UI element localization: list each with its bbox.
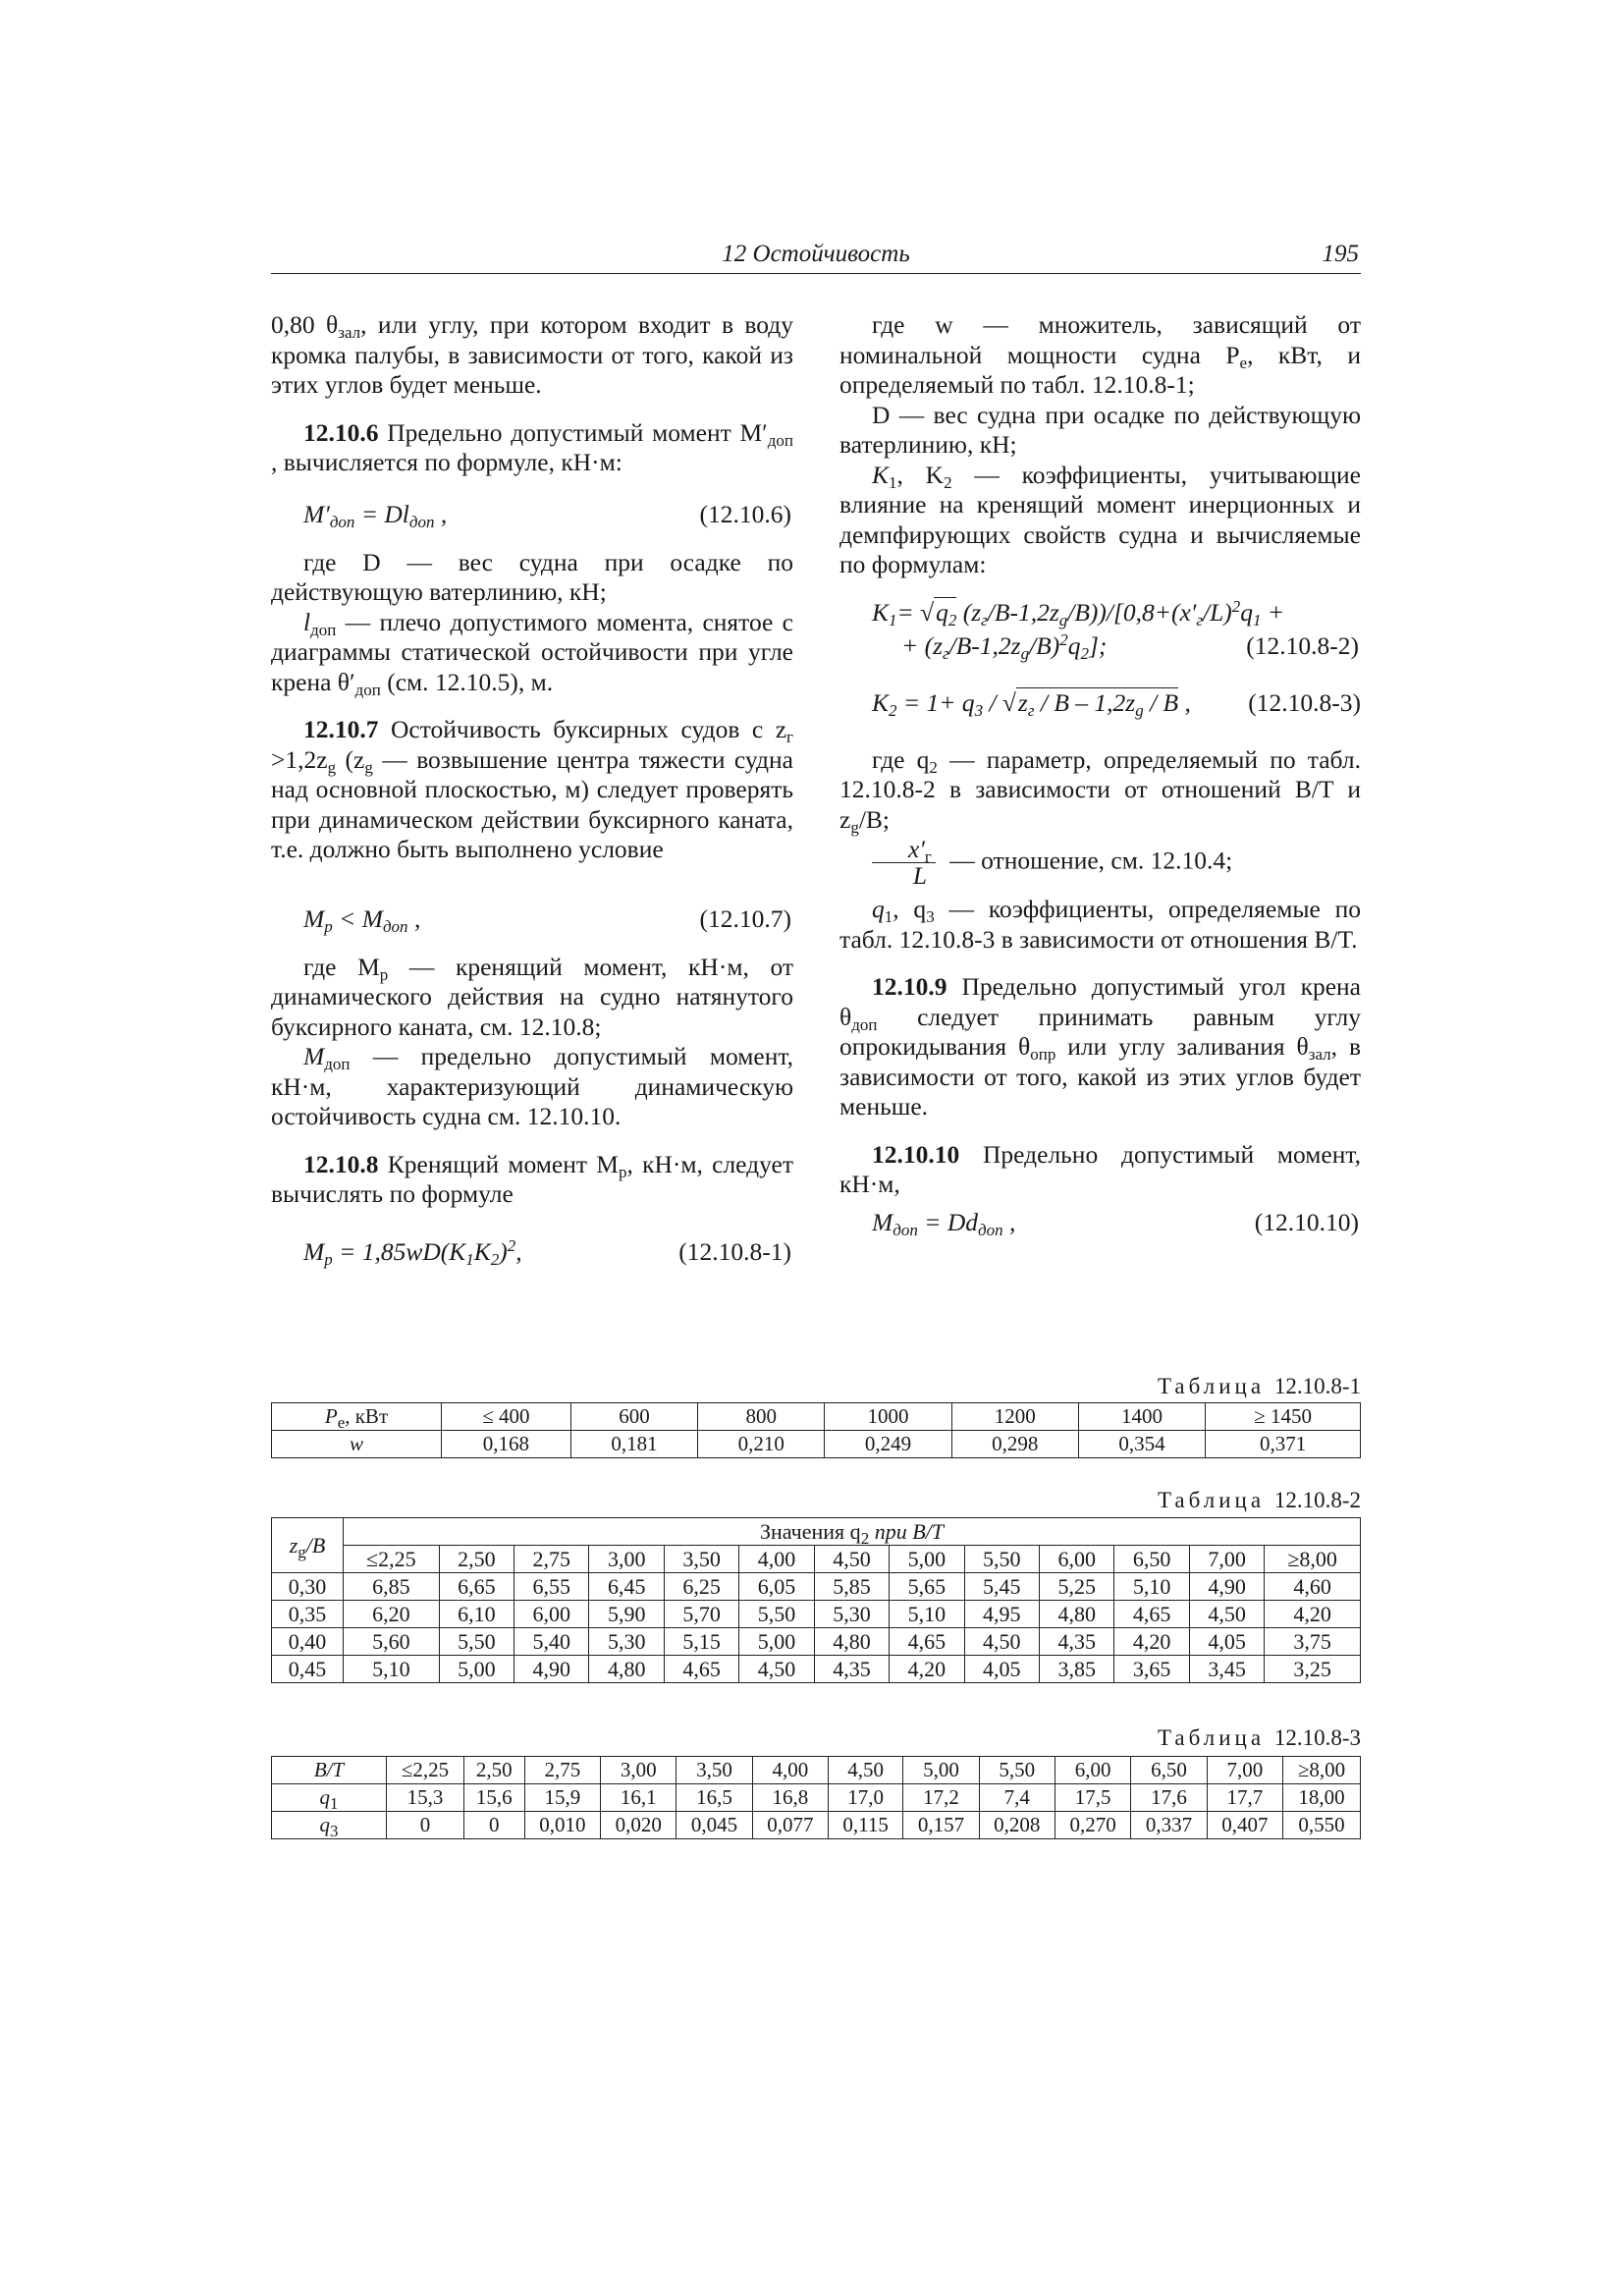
table-cell: 3,45 [1189, 1656, 1264, 1683]
table-header-cell: 7,00 [1207, 1757, 1282, 1784]
page-number: 195 [1322, 241, 1359, 267]
table-cell: 5,40 [514, 1628, 589, 1656]
table-cell: 5,45 [964, 1573, 1039, 1601]
table-cell: 0,298 [951, 1431, 1078, 1458]
table-cell: 0,077 [752, 1812, 828, 1839]
definition-Mp: где $M_р$ — кренящий момент, кН·м, от динамического действия на судно натянутого буксирного каната, см. 12.10.8; [271, 952, 794, 1041]
table-cell: ≥ 1450 [1206, 1403, 1361, 1431]
table-cell: 1400 [1078, 1403, 1205, 1431]
table-cell: 0,337 [1131, 1812, 1207, 1839]
table-header-cell: 5,00 [890, 1546, 964, 1573]
table-header-cell: 4,00 [752, 1757, 828, 1784]
table-cell: 16,1 [601, 1784, 676, 1812]
table-cell: 4,05 [964, 1656, 1039, 1683]
table-cell: 1000 [825, 1403, 951, 1431]
table-header-cell: 6,00 [1040, 1546, 1114, 1573]
table-cell: 16,5 [676, 1784, 752, 1812]
table-cell: 4,35 [814, 1656, 889, 1683]
section-12-10-6: 12.10.6 Предельно допустимый момент $M'_{доп}$ , вычисляется по формуле, кН·м: [271, 417, 793, 476]
table-cell: 17,5 [1055, 1784, 1130, 1812]
table-cell: 17,2 [903, 1784, 979, 1812]
table-cell: 17,7 [1207, 1784, 1282, 1812]
table3-caption: Таблица 12.10.8-3 [1157, 1725, 1361, 1750]
table-header-cell: 6,50 [1131, 1757, 1207, 1784]
table-row [272, 1573, 1361, 1601]
table-12-10-8-1 [271, 1402, 1361, 1458]
table-row [272, 1656, 1361, 1683]
table-header-cell: 3,00 [589, 1546, 664, 1573]
table-cell: 5,25 [1040, 1573, 1114, 1601]
table-cell: 0,249 [825, 1431, 951, 1458]
table-cell: 600 [570, 1403, 697, 1431]
table-cell: 0,40 [272, 1628, 344, 1656]
table-cell: 17,0 [829, 1784, 903, 1812]
table-cell: 4,80 [814, 1628, 889, 1656]
table-header-cell: $z_g/B$ [272, 1518, 344, 1573]
table-cell: 3,85 [1040, 1656, 1114, 1683]
table-cell: 15,6 [463, 1784, 524, 1812]
table-row [272, 1546, 1361, 1573]
table-cell: 5,30 [589, 1628, 664, 1656]
table-cell: 5,90 [589, 1601, 664, 1628]
definition-K1-K2: $K_1$, $K_2$ — коэффициенты, учитывающие влияние на кренящий момент инерционных и демпфирующих свойств судна и вычисляемые по формулам: [839, 460, 1361, 578]
table-cell: ≤ 400 [442, 1403, 571, 1431]
table-row [272, 1601, 1361, 1628]
table-cell: 5,10 [344, 1656, 440, 1683]
table-cell: 4,65 [1114, 1601, 1189, 1628]
table-cell: 0,45 [272, 1656, 344, 1683]
table-header-cell: $P_e$, кВт [272, 1403, 442, 1431]
table-12-10-8-2 [271, 1517, 1361, 1683]
table-cell: 5,60 [344, 1628, 440, 1656]
table-header-cell: 5,50 [979, 1757, 1055, 1784]
table-cell: 0 [463, 1812, 524, 1839]
running-header [271, 240, 1361, 274]
table-cell: 0,208 [979, 1812, 1055, 1839]
table2-caption: Таблица 12.10.8-2 [1157, 1488, 1361, 1512]
table-cell: 0,010 [524, 1812, 600, 1839]
table-header-cell: 2,50 [439, 1546, 514, 1573]
table-cell: 4,20 [1114, 1628, 1189, 1656]
table-header-cell: $q_1$ [272, 1784, 387, 1812]
table-cell: 4,80 [1040, 1601, 1114, 1628]
formula-12-10-10: $M_{доп} = Dd_{доп}$ , (12.10.10) [872, 1207, 1359, 1239]
table-header-cell: ≤2,25 [344, 1546, 440, 1573]
table-cell: 6,85 [344, 1573, 440, 1601]
table-cell: 5,30 [814, 1601, 889, 1628]
table-header-cell: 6,50 [1114, 1546, 1189, 1573]
table-cell: 4,05 [1189, 1628, 1264, 1656]
table-cell: 5,00 [739, 1628, 814, 1656]
table-cell: 16,8 [752, 1784, 828, 1812]
table-cell: 0,181 [570, 1431, 697, 1458]
table-cell: 18,00 [1282, 1784, 1360, 1812]
table-cell: 1200 [951, 1403, 1078, 1431]
table-cell: 4,35 [1040, 1628, 1114, 1656]
left-column [271, 310, 793, 1285]
table-cell: 5,50 [439, 1628, 514, 1656]
table-header-cell: 2,75 [524, 1757, 600, 1784]
table-header-cell: w [272, 1431, 442, 1458]
definition-q1-q3: $q_1$, $q_3$ — коэффициенты, определяемые по табл. 12.10.8-3 в зависимости от отношения B/T. [839, 895, 1361, 954]
chapter-title: 12 Остойчивость [722, 241, 910, 267]
table-cell: 4,50 [739, 1656, 814, 1683]
table-cell: 4,50 [1189, 1601, 1264, 1628]
table-12-10-8-3 [271, 1756, 1361, 1839]
table-cell: 4,50 [964, 1628, 1039, 1656]
fraction-x-over-L: $\frac{x'_г}{L}$ [872, 837, 936, 889]
definition-D-right: D — вес судна при осадке по действующую ватерлинию, кН; [839, 400, 1361, 459]
table-header-cell: 2,75 [514, 1546, 589, 1573]
table-header-cell: ≥8,00 [1265, 1546, 1361, 1573]
table1-caption: Таблица 12.10.8-1 [1157, 1374, 1361, 1398]
table-cell: 6,45 [589, 1573, 664, 1601]
table-cell: 0,270 [1055, 1812, 1130, 1839]
table-header-cell: 2,50 [463, 1757, 524, 1784]
formula-12-10-7: $M_р < M_{доп}$ , (12.10.7) [303, 903, 791, 936]
table-cell: 15,3 [387, 1784, 464, 1812]
table-header-cell: ≤2,25 [387, 1757, 464, 1784]
table-cell: 4,95 [964, 1601, 1039, 1628]
table-cell: 0,157 [903, 1812, 979, 1839]
table-cell: 0,115 [829, 1812, 903, 1839]
table-header-cell: $q_3$ [272, 1812, 387, 1839]
table-cell: 5,85 [814, 1573, 889, 1601]
section-12-10-7: 12.10.7 Остойчивость буксирных судов с $z_г >1,2z_g$ ($z_g$ — возвышение центра тяжести судна над основной плоскостью, м) следует проверять при динамическом действии буксирного каната, т.е. должно быть выполнено условие [271, 715, 793, 863]
table-group-header: Значения $q_2$ при B/T [344, 1518, 1361, 1546]
table-cell: 0,354 [1078, 1431, 1205, 1458]
right-column [839, 310, 1361, 1256]
table-row [272, 1403, 1361, 1431]
table-cell: 4,20 [1265, 1601, 1361, 1628]
table-header-cell: 4,50 [814, 1546, 889, 1573]
definition-ratio: $\frac{x'_г}{L}$ — отношение, см. 12.10.4; [839, 837, 1361, 889]
table-header-cell: 3,50 [676, 1757, 752, 1784]
table-cell: 4,90 [514, 1656, 589, 1683]
definition-q2: где $q_2$ — параметр, определяемый по табл. 12.10.8-2 в зависимости от отношений B/T и $z_g/B$; [839, 744, 1361, 837]
definition-l-dop: $l_{доп}$ — плечо допустимого момента, снятое с диаграммы статической остойчивости при угле крена $\theta'_{доп}$ (см. 12.10.5), м. [271, 607, 793, 699]
table-cell: 6,10 [439, 1601, 514, 1628]
table-cell: 5,50 [739, 1601, 814, 1628]
table-cell: 5,10 [890, 1601, 964, 1628]
table-cell: 3,25 [1265, 1656, 1361, 1683]
table-cell: 0,30 [272, 1573, 344, 1601]
table-cell: 6,05 [739, 1573, 814, 1601]
table-header-cell: 5,00 [903, 1757, 979, 1784]
table-cell: 6,55 [514, 1573, 589, 1601]
section-12-10-9: 12.10.9 Предельно допустимый угол крена $\theta_{доп}$ следует принимать равным углу опрокидывания $\theta_{опр}$ или углу заливания $\theta_{зал}$, в зависимости от того, какой из этих углов будет меньше. [839, 972, 1361, 1121]
table-header-cell: B/T [272, 1757, 387, 1784]
table-cell: 17,6 [1131, 1784, 1207, 1812]
table-header-cell: 4,50 [829, 1757, 903, 1784]
table-cell: 5,65 [890, 1573, 964, 1601]
table-cell: 0,407 [1207, 1812, 1282, 1839]
table-cell: 5,00 [439, 1656, 514, 1683]
table-cell: 4,65 [664, 1656, 738, 1683]
table-header-cell: ≥8,00 [1282, 1757, 1360, 1784]
formula-12-10-6: $M'_{доп} = Dl_{доп}$ , (12.10.6) [303, 499, 791, 531]
table-cell: 0 [387, 1812, 464, 1839]
table-cell: 0,020 [601, 1812, 676, 1839]
table-cell: 0,35 [272, 1601, 344, 1628]
table-header-cell: 3,50 [664, 1546, 738, 1573]
table-cell: 0,210 [698, 1431, 825, 1458]
table-row [272, 1812, 1361, 1839]
definition-D: где D — вес судна при осадке по действующую ватерлинию, кН; [271, 547, 793, 606]
table-cell: 4,80 [589, 1656, 664, 1683]
table-row [272, 1628, 1361, 1656]
table-row [272, 1757, 1361, 1784]
table-cell: 6,25 [664, 1573, 738, 1601]
table-row [272, 1518, 1361, 1546]
table-cell: 0,168 [442, 1431, 571, 1458]
table-cell: 800 [698, 1403, 825, 1431]
table-cell: 3,75 [1265, 1628, 1361, 1656]
table-cell: 4,60 [1265, 1573, 1361, 1601]
table-cell: 15,9 [524, 1784, 600, 1812]
table-cell: 0,045 [676, 1812, 752, 1839]
formula-12-10-8-3: $K_2 = 1+ q_3 / √z_г / B - 1,2z_g / B$ , (12.10.8-3) [872, 687, 1361, 720]
table-cell: 5,15 [664, 1628, 738, 1656]
section-12-10-10: 12.10.10 Предельно допустимый момент, кН·м, [839, 1139, 1361, 1198]
formula-12-10-8-1: $M_р = 1,85wD(K_1K_2)^2$, (12.10.8-1) [303, 1235, 791, 1269]
table-header-cell: 7,00 [1189, 1546, 1264, 1573]
table-cell: 4,20 [890, 1656, 964, 1683]
table-cell: 0,550 [1282, 1812, 1360, 1839]
paragraph-continuation: 0,80 $\theta_{зал}$, или углу, при котором входит в воду кромка палубы, в зависимости от того, какой из этих углов будет меньше. [271, 310, 793, 399]
section-12-10-8: 12.10.8 Кренящий момент $M_р$, кН·м, следует вычислять по формуле [271, 1149, 794, 1208]
table-cell: 3,65 [1114, 1656, 1189, 1683]
table-cell: 4,65 [890, 1628, 964, 1656]
table-row [272, 1784, 1361, 1812]
table-header-cell: 4,00 [739, 1546, 814, 1573]
table-cell: 0,371 [1206, 1431, 1361, 1458]
table-cell: 5,10 [1114, 1573, 1189, 1601]
table-header-cell: 3,00 [601, 1757, 676, 1784]
table-header-cell: 5,50 [964, 1546, 1039, 1573]
table-cell: 6,65 [439, 1573, 514, 1601]
formula-12-10-8-2: $K_1= √q_2$ $(z_г/B-1,2z_g/B))/[0,8+(x'_г/L)^2q_1$ + + $(z_г/B-1,2z_g/B)^2q_2$]; (12.10.8-2) [872, 596, 1359, 663]
table-cell: 7,4 [979, 1784, 1055, 1812]
table-cell: 6,20 [344, 1601, 440, 1628]
table-cell: 4,90 [1189, 1573, 1264, 1601]
definition-Mdop: $M_{доп}$ — предельно допустимый момент, кН·м, характеризующий динамическую остойчивость судна см. 12.10.10. [271, 1042, 793, 1130]
table-cell: 5,70 [664, 1601, 738, 1628]
table-header-cell: 6,00 [1055, 1757, 1130, 1784]
definition-w: где w — множитель, зависящий от номинальной мощности судна $P_e$, кВт, и определяемый по табл. 12.10.8-1; [839, 310, 1361, 399]
table-cell: 6,00 [514, 1601, 589, 1628]
table-row [272, 1431, 1361, 1458]
